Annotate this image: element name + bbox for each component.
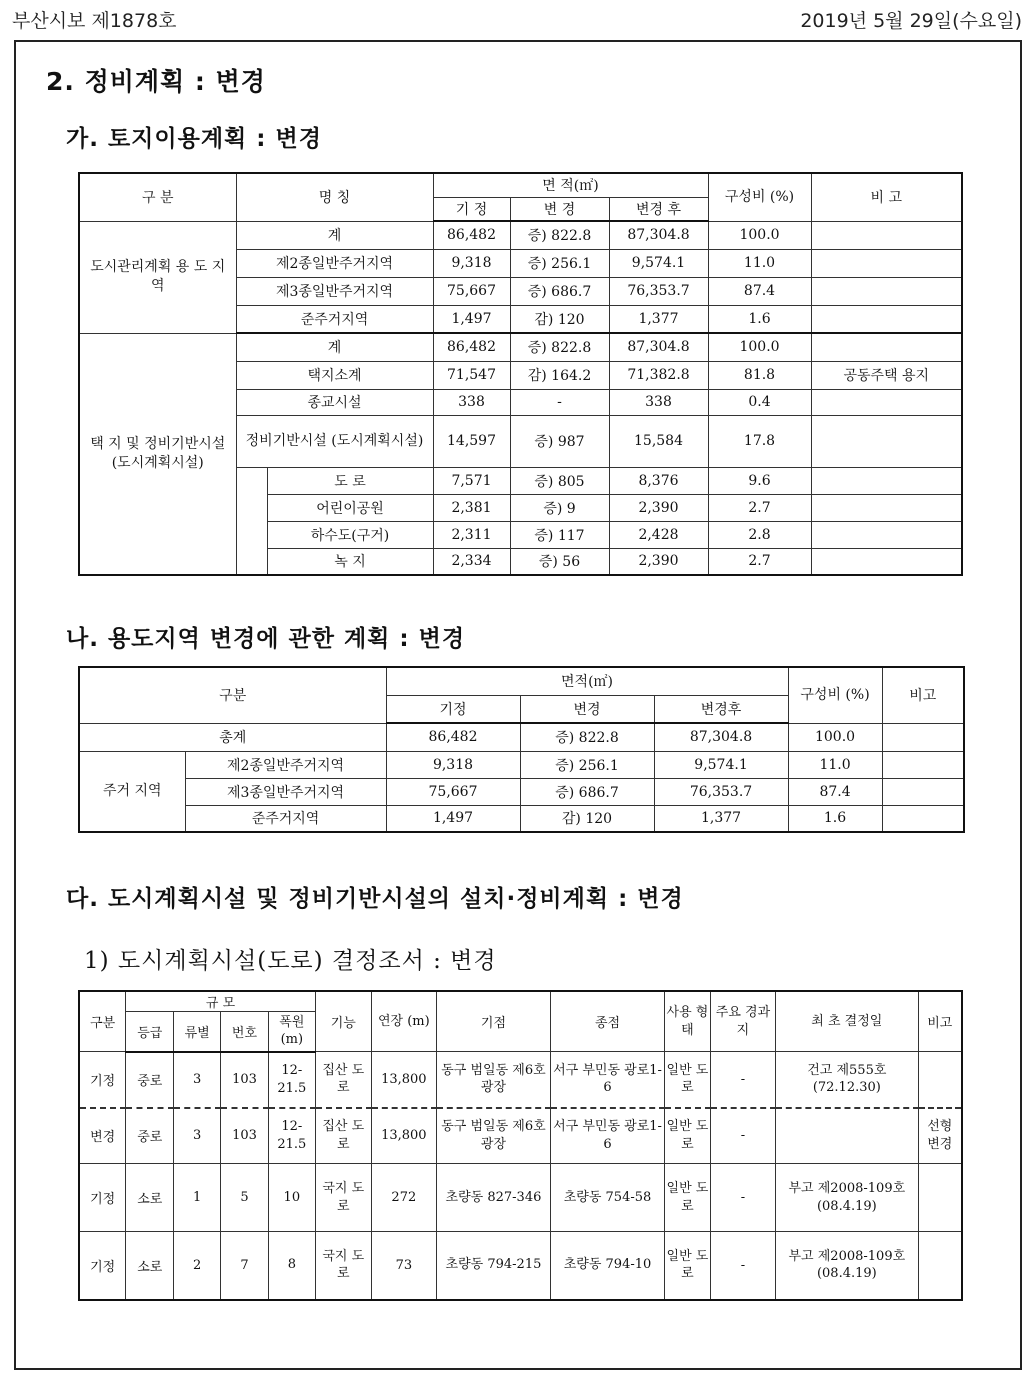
cell-first-decision: 부고 제2008-109호 (08.4.19) bbox=[776, 1164, 919, 1232]
section-title: 2. 정비계획 : 변경 bbox=[46, 67, 266, 96]
cell-via: - bbox=[710, 1164, 775, 1232]
cell-length: 13,800 bbox=[371, 1052, 436, 1108]
th-area: 면 적(㎡) bbox=[433, 173, 708, 197]
row-name: 하수도(구거) bbox=[267, 521, 433, 548]
cell-note bbox=[918, 1164, 962, 1232]
cell-via: - bbox=[710, 1108, 775, 1164]
subsection-c1-title: 1) 도시계획시설(도로) 결정조서 : 변경 bbox=[84, 948, 497, 974]
cell-exist: 2,334 bbox=[433, 548, 510, 575]
cell-ratio: 1.6 bbox=[708, 305, 811, 333]
cell-note bbox=[811, 548, 962, 575]
th-gubun: 구분 bbox=[79, 991, 126, 1052]
cell-ratio: 2.7 bbox=[708, 494, 811, 521]
cell-note bbox=[882, 805, 964, 832]
cell-change: 증) 987 bbox=[510, 415, 609, 467]
th-number: 번호 bbox=[221, 1012, 269, 1052]
th-note: 비고 bbox=[918, 991, 962, 1052]
row-name: 준주거지역 bbox=[236, 305, 433, 333]
row-name: 제3종일반주거지역 bbox=[236, 277, 433, 305]
cell-after: 87,304.8 bbox=[609, 221, 708, 249]
cell-note: 선형 변경 bbox=[918, 1108, 962, 1164]
cell-ratio: 87.4 bbox=[708, 277, 811, 305]
cell-first-decision bbox=[776, 1108, 919, 1164]
cell-ratio: 2.8 bbox=[708, 521, 811, 548]
cell-change: 증) 822.8 bbox=[510, 221, 609, 249]
cell-note bbox=[811, 415, 962, 467]
group-zoning: 도시관리계획 용 도 지 역 bbox=[79, 221, 236, 333]
cell-ratio: 100.0 bbox=[708, 221, 811, 249]
cell-after: 76,353.7 bbox=[609, 277, 708, 305]
row-name: 제3종일반주거지역 bbox=[185, 778, 386, 805]
road-decision-table bbox=[78, 990, 963, 1301]
cell-change: 증) 9 bbox=[510, 494, 609, 521]
cell-change: 증) 256.1 bbox=[510, 249, 609, 277]
th-use: 사용 형태 bbox=[665, 991, 711, 1052]
cell-grade: 중로 bbox=[126, 1052, 174, 1108]
cell-note bbox=[918, 1052, 962, 1108]
cell-start: 동구 범일동 제6호 광장 bbox=[436, 1052, 550, 1108]
th-class: 류별 bbox=[174, 1012, 221, 1052]
cell-length: 13,800 bbox=[371, 1108, 436, 1164]
cell-exist: 86,482 bbox=[433, 333, 510, 361]
th-after: 변경후 bbox=[654, 695, 788, 723]
land-use-table bbox=[78, 172, 963, 576]
cell-after: 9,574.1 bbox=[654, 751, 788, 778]
cell-exist: 86,482 bbox=[386, 723, 520, 751]
cell-change: 증) 56 bbox=[510, 548, 609, 575]
cell-gubun: 기정 bbox=[79, 1164, 126, 1232]
group-infrastructure: 택 지 및 정비기반시설 (도시계획시설) bbox=[79, 333, 236, 575]
cell-note bbox=[811, 389, 962, 415]
th-exist: 기정 bbox=[386, 695, 520, 723]
cell-note bbox=[811, 494, 962, 521]
cell-exist: 9,318 bbox=[386, 751, 520, 778]
cell-start: 초량동 794-215 bbox=[436, 1232, 550, 1300]
th-ratio: 구성비 (%) bbox=[708, 173, 811, 221]
cell-width: 12- 21.5 bbox=[268, 1108, 315, 1164]
cell-number: 5 bbox=[221, 1164, 269, 1232]
cell-after: 87,304.8 bbox=[654, 723, 788, 751]
cell-width: 10 bbox=[268, 1164, 315, 1232]
cell-after: 87,304.8 bbox=[609, 333, 708, 361]
cell-use: 일반 도로 bbox=[665, 1108, 711, 1164]
cell-after: 2,390 bbox=[609, 548, 708, 575]
th-scale: 규 모 bbox=[126, 991, 315, 1012]
cell-after: 338 bbox=[609, 389, 708, 415]
cell-end: 초량동 794-10 bbox=[550, 1232, 664, 1300]
row-name: 어린이공원 bbox=[267, 494, 433, 521]
cell-exist: 9,318 bbox=[433, 249, 510, 277]
zoning-change-table bbox=[78, 666, 965, 833]
cell-change: 증) 805 bbox=[510, 467, 609, 494]
cell-note bbox=[811, 333, 962, 361]
cell-via: - bbox=[710, 1232, 775, 1300]
indent-spacer bbox=[236, 467, 267, 575]
th-name: 명 칭 bbox=[236, 173, 433, 221]
cell-after: 2,428 bbox=[609, 521, 708, 548]
cell-use: 일반 도로 bbox=[665, 1164, 711, 1232]
cell-exist: 14,597 bbox=[433, 415, 510, 467]
th-change: 변경 bbox=[520, 695, 654, 723]
cell-end: 서구 부민동 광로1-6 bbox=[550, 1052, 664, 1108]
row-name: 총계 bbox=[79, 723, 386, 751]
row-name: 도 로 bbox=[267, 467, 433, 494]
cell-length: 272 bbox=[371, 1164, 436, 1232]
cell-after: 8,376 bbox=[609, 467, 708, 494]
cell-change: 감) 164.2 bbox=[510, 361, 609, 389]
header-date: 2019년 5월 29일(수요일) bbox=[800, 10, 1022, 32]
cell-note bbox=[882, 751, 964, 778]
subsection-b-title: 나. 용도지역 변경에 관한 계획 : 변경 bbox=[66, 626, 466, 652]
cell-ratio: 9.6 bbox=[708, 467, 811, 494]
cell-change: 증) 822.8 bbox=[520, 723, 654, 751]
cell-exist: 75,667 bbox=[433, 277, 510, 305]
cell-ratio: 11.0 bbox=[788, 751, 882, 778]
row-name: 계 bbox=[236, 333, 433, 361]
cell-class: 3 bbox=[174, 1052, 221, 1108]
cell-gubun: 기정 bbox=[79, 1052, 126, 1108]
th-length: 연장 (m) bbox=[371, 991, 436, 1052]
cell-exist: 2,311 bbox=[433, 521, 510, 548]
cell-change: 증) 256.1 bbox=[520, 751, 654, 778]
cell-grade: 중로 bbox=[126, 1108, 174, 1164]
cell-change: 증) 117 bbox=[510, 521, 609, 548]
cell-length: 73 bbox=[371, 1232, 436, 1300]
cell-note bbox=[811, 521, 962, 548]
cell-first-decision: 부고 제2008-109호 (08.4.19) bbox=[776, 1232, 919, 1300]
cell-number: 7 bbox=[221, 1232, 269, 1300]
row-name: 택지소계 bbox=[236, 361, 433, 389]
cell-change: 증) 822.8 bbox=[510, 333, 609, 361]
cell-change: 감) 120 bbox=[510, 305, 609, 333]
cell-function: 집산 도로 bbox=[315, 1052, 371, 1108]
header-issue: 부산시보 제1878호 bbox=[12, 10, 177, 32]
th-after: 변경 후 bbox=[609, 197, 708, 221]
th-gubun: 구분 bbox=[79, 667, 386, 723]
cell-ratio: 81.8 bbox=[708, 361, 811, 389]
th-gubun: 구 분 bbox=[79, 173, 236, 221]
cell-function: 국지 도로 bbox=[315, 1232, 371, 1300]
cell-after: 76,353.7 bbox=[654, 778, 788, 805]
cell-ratio: 17.8 bbox=[708, 415, 811, 467]
cell-start: 초량동 827-346 bbox=[436, 1164, 550, 1232]
cell-after: 15,584 bbox=[609, 415, 708, 467]
cell-ratio: 1.6 bbox=[788, 805, 882, 832]
cell-note bbox=[918, 1232, 962, 1300]
cell-after: 1,377 bbox=[654, 805, 788, 832]
cell-exist: 75,667 bbox=[386, 778, 520, 805]
cell-ratio: 100.0 bbox=[788, 723, 882, 751]
subsection-c-title: 다. 도시계획시설 및 정비기반시설의 설치·정비계획 : 변경 bbox=[66, 886, 684, 912]
cell-function: 국지 도로 bbox=[315, 1164, 371, 1232]
cell-change: 증) 686.7 bbox=[510, 277, 609, 305]
cell-note bbox=[811, 305, 962, 333]
row-name: 종교시설 bbox=[236, 389, 433, 415]
row-name: 정비기반시설 (도시계획시설) bbox=[236, 415, 433, 467]
cell-note bbox=[882, 778, 964, 805]
cell-after: 1,377 bbox=[609, 305, 708, 333]
th-first-decision: 최 초 결정일 bbox=[776, 991, 919, 1052]
cell-gubun: 기정 bbox=[79, 1232, 126, 1300]
cell-gubun: 변경 bbox=[79, 1108, 126, 1164]
th-function: 기능 bbox=[315, 991, 371, 1052]
cell-start: 동구 범일동 제6호 광장 bbox=[436, 1108, 550, 1164]
row-name: 제2종일반주거지역 bbox=[185, 751, 386, 778]
row-name: 녹 지 bbox=[267, 548, 433, 575]
cell-exist: 86,482 bbox=[433, 221, 510, 249]
row-name: 준주거지역 bbox=[185, 805, 386, 832]
cell-grade: 소로 bbox=[126, 1232, 174, 1300]
cell-change: 증) 686.7 bbox=[520, 778, 654, 805]
row-name: 계 bbox=[236, 221, 433, 249]
th-change: 변 경 bbox=[510, 197, 609, 221]
cell-class: 1 bbox=[174, 1164, 221, 1232]
cell-after: 2,390 bbox=[609, 494, 708, 521]
th-note: 비 고 bbox=[811, 173, 962, 221]
cell-note: 공동주택 용지 bbox=[811, 361, 962, 389]
th-start: 기점 bbox=[436, 991, 550, 1052]
th-exist: 기 정 bbox=[433, 197, 510, 221]
cell-number: 103 bbox=[221, 1108, 269, 1164]
cell-exist: 71,547 bbox=[433, 361, 510, 389]
cell-via: - bbox=[710, 1052, 775, 1108]
group-residential: 주거 지역 bbox=[79, 751, 185, 832]
th-area: 면적(㎡) bbox=[386, 667, 788, 695]
cell-use: 일반 도로 bbox=[665, 1052, 711, 1108]
cell-note bbox=[811, 221, 962, 249]
subsection-a-title: 가. 토지이용계획 : 변경 bbox=[66, 126, 322, 152]
cell-change: 감) 120 bbox=[520, 805, 654, 832]
cell-class: 3 bbox=[174, 1108, 221, 1164]
cell-function: 집산 도로 bbox=[315, 1108, 371, 1164]
cell-exist: 1,497 bbox=[433, 305, 510, 333]
th-grade: 등급 bbox=[126, 1012, 174, 1052]
cell-ratio: 100.0 bbox=[708, 333, 811, 361]
cell-exist: 338 bbox=[433, 389, 510, 415]
cell-exist: 2,381 bbox=[433, 494, 510, 521]
cell-exist: 1,497 bbox=[386, 805, 520, 832]
cell-ratio: 11.0 bbox=[708, 249, 811, 277]
cell-note bbox=[811, 467, 962, 494]
cell-note bbox=[882, 723, 964, 751]
cell-ratio: 87.4 bbox=[788, 778, 882, 805]
cell-end: 초량동 754-58 bbox=[550, 1164, 664, 1232]
cell-ratio: 2.7 bbox=[708, 548, 811, 575]
cell-number: 103 bbox=[221, 1052, 269, 1108]
cell-after: 9,574.1 bbox=[609, 249, 708, 277]
th-width: 폭원 (m) bbox=[268, 1012, 315, 1052]
cell-grade: 소로 bbox=[126, 1164, 174, 1232]
th-ratio: 구성비 (%) bbox=[788, 667, 882, 723]
th-note: 비고 bbox=[882, 667, 964, 723]
cell-use: 일반 도로 bbox=[665, 1232, 711, 1300]
cell-change: - bbox=[510, 389, 609, 415]
th-via: 주요 경과지 bbox=[710, 991, 775, 1052]
cell-ratio: 0.4 bbox=[708, 389, 811, 415]
cell-end: 서구 부민동 광로1-6 bbox=[550, 1108, 664, 1164]
cell-exist: 7,571 bbox=[433, 467, 510, 494]
cell-first-decision: 건고 제555호 (72.12.30) bbox=[776, 1052, 919, 1108]
cell-class: 2 bbox=[174, 1232, 221, 1300]
cell-width: 8 bbox=[268, 1232, 315, 1300]
cell-note bbox=[811, 249, 962, 277]
cell-after: 71,382.8 bbox=[609, 361, 708, 389]
cell-width: 12- 21.5 bbox=[268, 1052, 315, 1108]
row-name: 제2종일반주거지역 bbox=[236, 249, 433, 277]
cell-note bbox=[811, 277, 962, 305]
th-end: 종점 bbox=[550, 991, 664, 1052]
